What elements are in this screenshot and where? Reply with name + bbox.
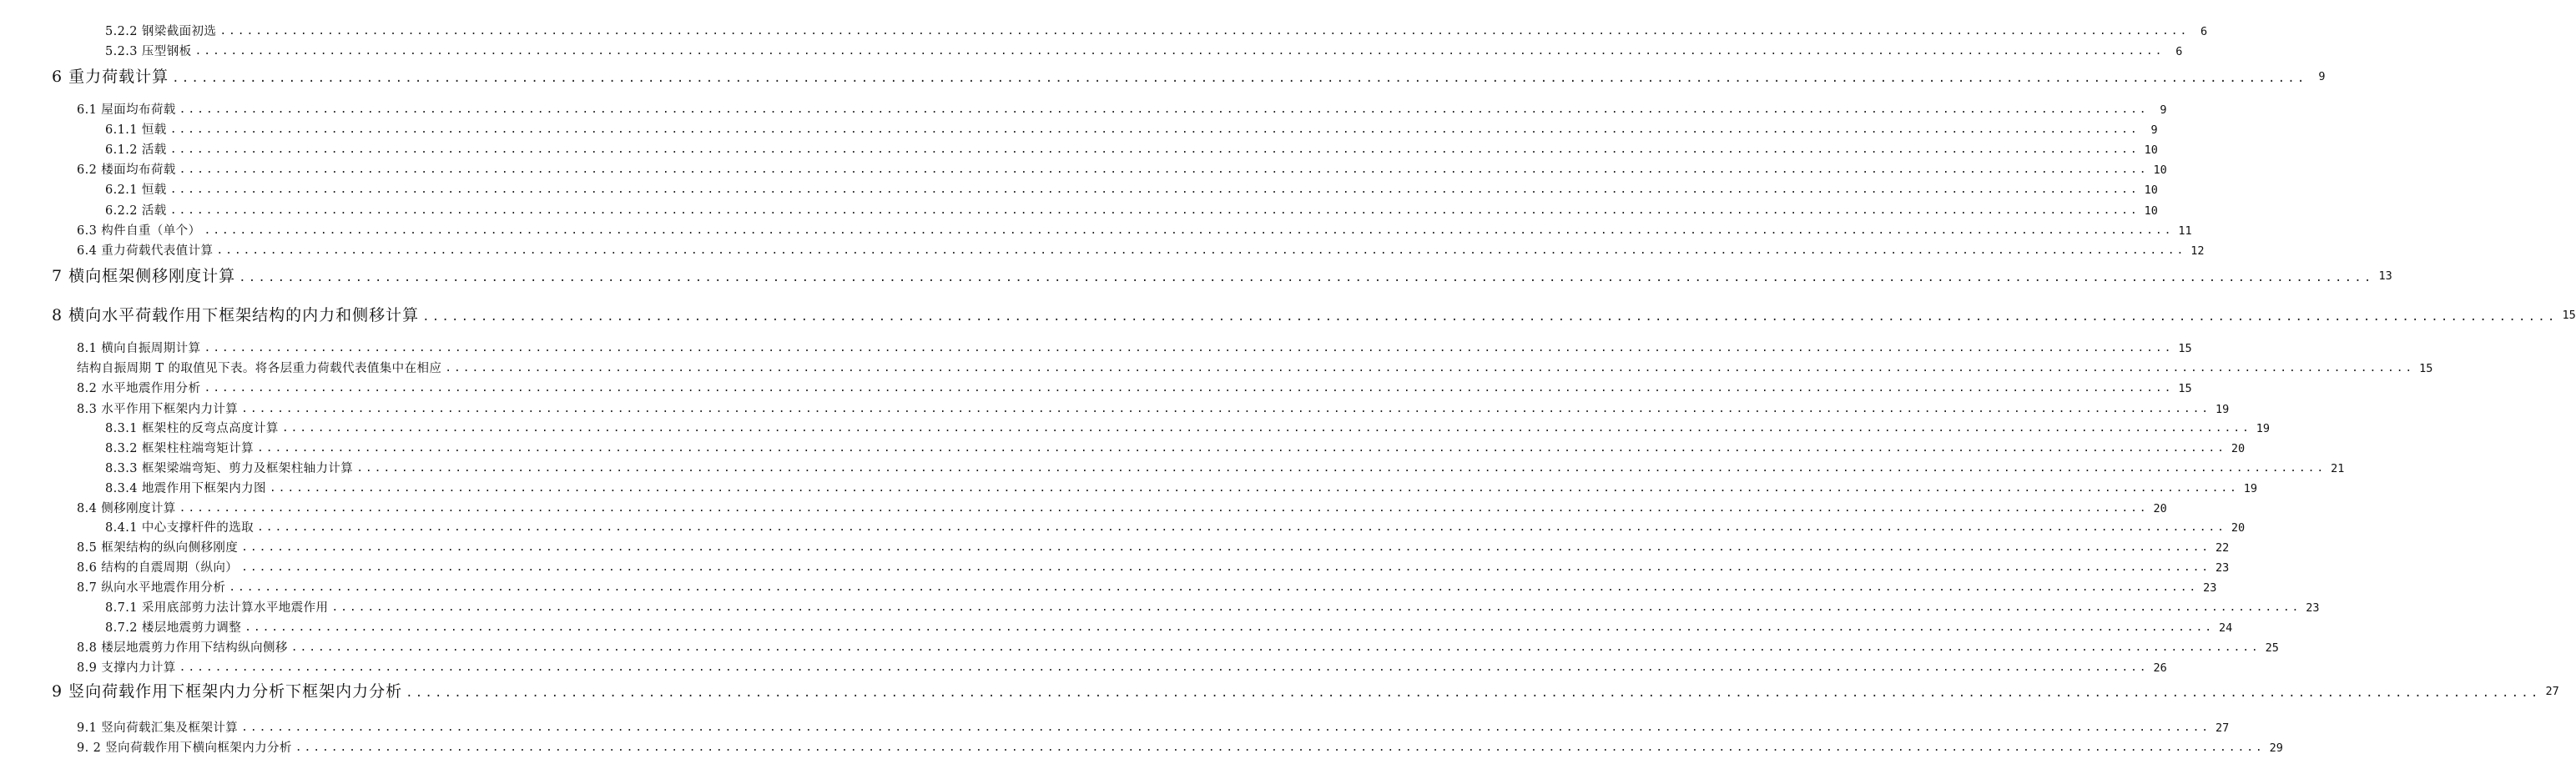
toc-leader-dots: ............................................................................................................................................................................................................................ — [172, 72, 2307, 85]
toc-leader-dots: ............................................................................................................................................................................................................................ — [216, 244, 2186, 257]
toc-entry[interactable] — [77, 498, 2167, 516]
toc-entry[interactable] — [77, 537, 2230, 555]
toc-entry-page-number: 10 — [2153, 163, 2167, 177]
toc-leader-dots: ............................................................................................................................................................................................................................ — [204, 382, 2174, 395]
toc-entry[interactable] — [77, 717, 2230, 736]
toc-entry-title: 6.2 楼面均布荷载 — [77, 163, 176, 177]
toc-entry[interactable] — [77, 159, 2167, 178]
toc-entry-title: 6.2.1 恒载 — [105, 183, 167, 197]
toc-leader-dots: ............................................................................................................................................................................................................................ — [239, 271, 2374, 284]
toc-entry[interactable] — [105, 200, 2158, 219]
toc-entry-page-number: 21 — [2331, 462, 2345, 475]
toc-entry-page-number: 15 — [2178, 382, 2192, 395]
toc-entry-page-number: 23 — [2216, 561, 2230, 575]
toc-entry-page-number: 15 — [2562, 309, 2576, 322]
toc-entry-page-number: 22 — [2216, 541, 2230, 555]
toc-entry[interactable] — [105, 458, 2345, 476]
toc-leader-dots: ............................................................................................................................................................................................................................ — [194, 45, 2165, 58]
toc-entry-page-number: 13 — [2378, 269, 2392, 283]
toc-leader-dots: ............................................................................................................................................................................................................................ — [169, 183, 2140, 196]
toc-entry[interactable] — [52, 679, 2559, 702]
toc-leader-dots: ............................................................................................................................................................................................................................ — [169, 143, 2140, 156]
toc-entry[interactable] — [105, 517, 2246, 535]
toc-entry-page-number: 27 — [2216, 721, 2230, 735]
toc-entry-page-number: 15 — [2178, 342, 2192, 355]
toc-entry-page-number: 9 — [2150, 123, 2158, 137]
toc-entry-title: 8 横向水平荷载作用下框架结构的内力和侧移计算 — [52, 306, 420, 324]
toc-entry[interactable] — [77, 99, 2167, 118]
toc-entry-title: 7 横向框架侧移刚度计算 — [52, 267, 236, 285]
toc-entry[interactable] — [52, 303, 2576, 326]
toc-entry[interactable] — [52, 264, 2392, 287]
toc-leader-dots: ............................................................................................................................................................................................................................ — [406, 686, 2541, 700]
toc-leader-dots: ............................................................................................................................................................................................................................ — [179, 661, 2149, 674]
toc-leader-dots: ............................................................................................................................................................................................................................ — [422, 310, 2558, 324]
toc-entry[interactable] — [52, 64, 2326, 88]
toc-entry-title: 8.4 侧移刚度计算 — [77, 502, 176, 515]
toc-entry-title: 6.1.2 活载 — [105, 143, 167, 157]
toc-leader-dots: ............................................................................................................................................................................................................................ — [204, 342, 2174, 354]
toc-entry[interactable] — [105, 21, 2208, 39]
toc-entry[interactable] — [105, 179, 2158, 198]
toc-entry-page-number: 20 — [2153, 502, 2167, 515]
toc-leader-dots: ............................................................................................................................................................................................................................ — [295, 741, 2265, 754]
toc-entry-title: 8.3.3 框架梁端弯矩、剪力及框架柱轴力计算 — [105, 462, 354, 475]
toc-entry-page-number: 24 — [2218, 621, 2233, 635]
toc-entry-title: 8.8 楼层地震剪力作用下结构纵向侧移 — [77, 641, 288, 655]
toc-entry-page-number: 19 — [2216, 403, 2230, 416]
toc-entry-page-number: 23 — [2203, 581, 2217, 595]
toc-entry-title: 8.7.2 楼层地震剪力调整 — [105, 621, 242, 635]
toc-entry[interactable] — [77, 657, 2167, 676]
toc-entry[interactable] — [77, 220, 2192, 239]
toc-entry-page-number: 6 — [2200, 25, 2208, 38]
toc-entry-title: 8.9 支撑内力计算 — [77, 661, 176, 675]
toc-entry-page-number: 6 — [2175, 45, 2183, 58]
toc-entry[interactable] — [77, 358, 2433, 376]
toc-entry-title: 6.3 构件自重（单个） — [77, 224, 201, 238]
toc-entry-title: 6.1 屋面均布荷载 — [77, 103, 176, 117]
toc-entry-title: 9 竖向荷载作用下框架内力分析下框架内力分析 — [52, 682, 403, 701]
toc-entry-page-number: 26 — [2153, 661, 2167, 675]
toc-entry[interactable] — [105, 139, 2158, 158]
toc-entry[interactable] — [105, 438, 2246, 456]
toc-entry[interactable] — [77, 737, 2283, 756]
toc-leader-dots: ............................................................................................................................................................................................................................ — [241, 541, 2211, 554]
toc-leader-dots: ............................................................................................................................................................................................................................ — [219, 25, 2190, 38]
toc-entry-page-number: 20 — [2231, 442, 2246, 455]
toc-entry[interactable] — [77, 338, 2192, 356]
toc-leader-dots: ............................................................................................................................................................................................................................ — [241, 403, 2211, 415]
toc-entry[interactable] — [105, 597, 2320, 616]
toc-entry-page-number: 25 — [2265, 641, 2279, 655]
toc-leader-dots: ............................................................................................................................................................................................................................ — [257, 521, 2226, 534]
toc-leader-dots: ............................................................................................................................................................................................................................ — [179, 103, 2149, 116]
toc-entry-title: 8.3.4 地震作用下框架内力图 — [105, 482, 266, 495]
toc-entry-page-number: 29 — [2269, 741, 2283, 755]
toc-entry-title: 8.7 纵向水平地震作用分析 — [77, 581, 226, 595]
toc-leader-dots: ............................................................................................................................................................................................................................ — [169, 123, 2140, 136]
toc-entry-page-number: 10 — [2144, 183, 2158, 197]
toc-entry[interactable] — [105, 41, 2183, 59]
toc-entry-page-number: 9 — [2160, 103, 2167, 117]
toc-leader-dots: ............................................................................................................................................................................................................................ — [241, 561, 2211, 574]
toc-leader-dots: ............................................................................................................................................................................................................................ — [179, 163, 2149, 176]
toc-entry[interactable] — [77, 557, 2230, 576]
toc-entry-page-number: 23 — [2306, 601, 2320, 615]
toc-entry-title: 9.1 竖向荷载汇集及框架计算 — [77, 721, 239, 735]
toc-leader-dots: ............................................................................................................................................................................................................................ — [331, 601, 2301, 614]
toc-entry-title: 5.2.2 钢梁截面初选 — [105, 25, 217, 38]
toc-entry-title: 8.2 水平地震作用分析 — [77, 382, 201, 395]
toc-entry[interactable] — [77, 577, 2217, 596]
toc-entry-title: 9. 2 竖向荷载作用下横向框架内力分析 — [77, 741, 292, 755]
toc-entry-title: 8.3 水平作用下框架内力计算 — [77, 403, 239, 416]
toc-entry-page-number: 19 — [2243, 482, 2258, 495]
toc-leader-dots: ............................................................................................................................................................................................................................ — [169, 204, 2140, 217]
toc-leader-dots: ............................................................................................................................................................................................................................ — [241, 721, 2211, 734]
toc-leader-dots: ............................................................................................................................................................................................................................ — [290, 641, 2261, 654]
toc-entry[interactable] — [105, 478, 2258, 496]
toc-entry-title: 8.5 框架结构的纵向侧移刚度 — [77, 541, 239, 555]
toc-leader-dots: ............................................................................................................................................................................................................................ — [244, 621, 2214, 634]
toc-entry[interactable] — [77, 399, 2230, 417]
toc-entry[interactable] — [77, 378, 2192, 396]
toc-entry-title: 6.4 重力荷载代表值计算 — [77, 244, 214, 258]
toc-entry-title: 8.4.1 中心支撑杆件的选取 — [105, 521, 255, 535]
toc-entry-title: 5.2.3 压型钢板 — [105, 45, 192, 58]
toc-entry-title: 6 重力荷载计算 — [52, 68, 169, 86]
toc-entry[interactable] — [77, 240, 2205, 259]
toc-entry-title: 8.1 横向自振周期计算 — [77, 342, 201, 355]
toc-entry-title: 8.7.1 采用底部剪力法计算水平地震作用 — [105, 601, 329, 615]
toc-entry-title: 结构自振周期 T 的取值见下表。将各层重力荷载代表值集中在相应 — [77, 362, 442, 375]
toc-leader-dots: ............................................................................................................................................................................................................................ — [204, 224, 2174, 237]
toc-leader-dots: ............................................................................................................................................................................................................................ — [179, 502, 2149, 515]
toc-leader-dots: ............................................................................................................................................................................................................................ — [281, 422, 2251, 435]
toc-entry-page-number: 9 — [2318, 70, 2326, 83]
toc-leader-dots: ............................................................................................................................................................................................................................ — [257, 442, 2226, 455]
toc-entry-page-number: 12 — [2190, 244, 2205, 258]
toc-entry[interactable] — [105, 418, 2270, 436]
toc-entry-page-number: 27 — [2545, 685, 2559, 698]
toc-entry-page-number: 19 — [2256, 422, 2270, 435]
toc-entry-title: 8.3.1 框架柱的反弯点高度计算 — [105, 422, 279, 435]
toc-entry-title: 6.2.2 活载 — [105, 204, 167, 218]
toc-leader-dots: ............................................................................................................................................................................................................................ — [229, 581, 2199, 594]
toc-entry-title: 6.1.1 恒载 — [105, 123, 167, 137]
toc-entry-page-number: 11 — [2178, 224, 2192, 238]
toc-entry-page-number: 10 — [2144, 204, 2158, 218]
toc-entry-page-number: 15 — [2419, 362, 2433, 375]
toc-leader-dots: ............................................................................................................................................................................................................................ — [445, 362, 2415, 374]
toc-entry-page-number: 20 — [2231, 521, 2246, 535]
toc-entry[interactable] — [105, 617, 2233, 636]
toc-leader-dots: ............................................................................................................................................................................................................................ — [356, 462, 2326, 475]
toc-leader-dots: ............................................................................................................................................................................................................................ — [269, 482, 2239, 495]
toc-entry[interactable] — [105, 119, 2158, 138]
toc-entry-page-number: 10 — [2144, 143, 2158, 157]
toc-entry-title: 8.6 结构的自震周期（纵向） — [77, 561, 239, 575]
toc-entry-title: 8.3.2 框架柱柱端弯矩计算 — [105, 442, 255, 455]
toc-entry[interactable] — [77, 637, 2279, 656]
